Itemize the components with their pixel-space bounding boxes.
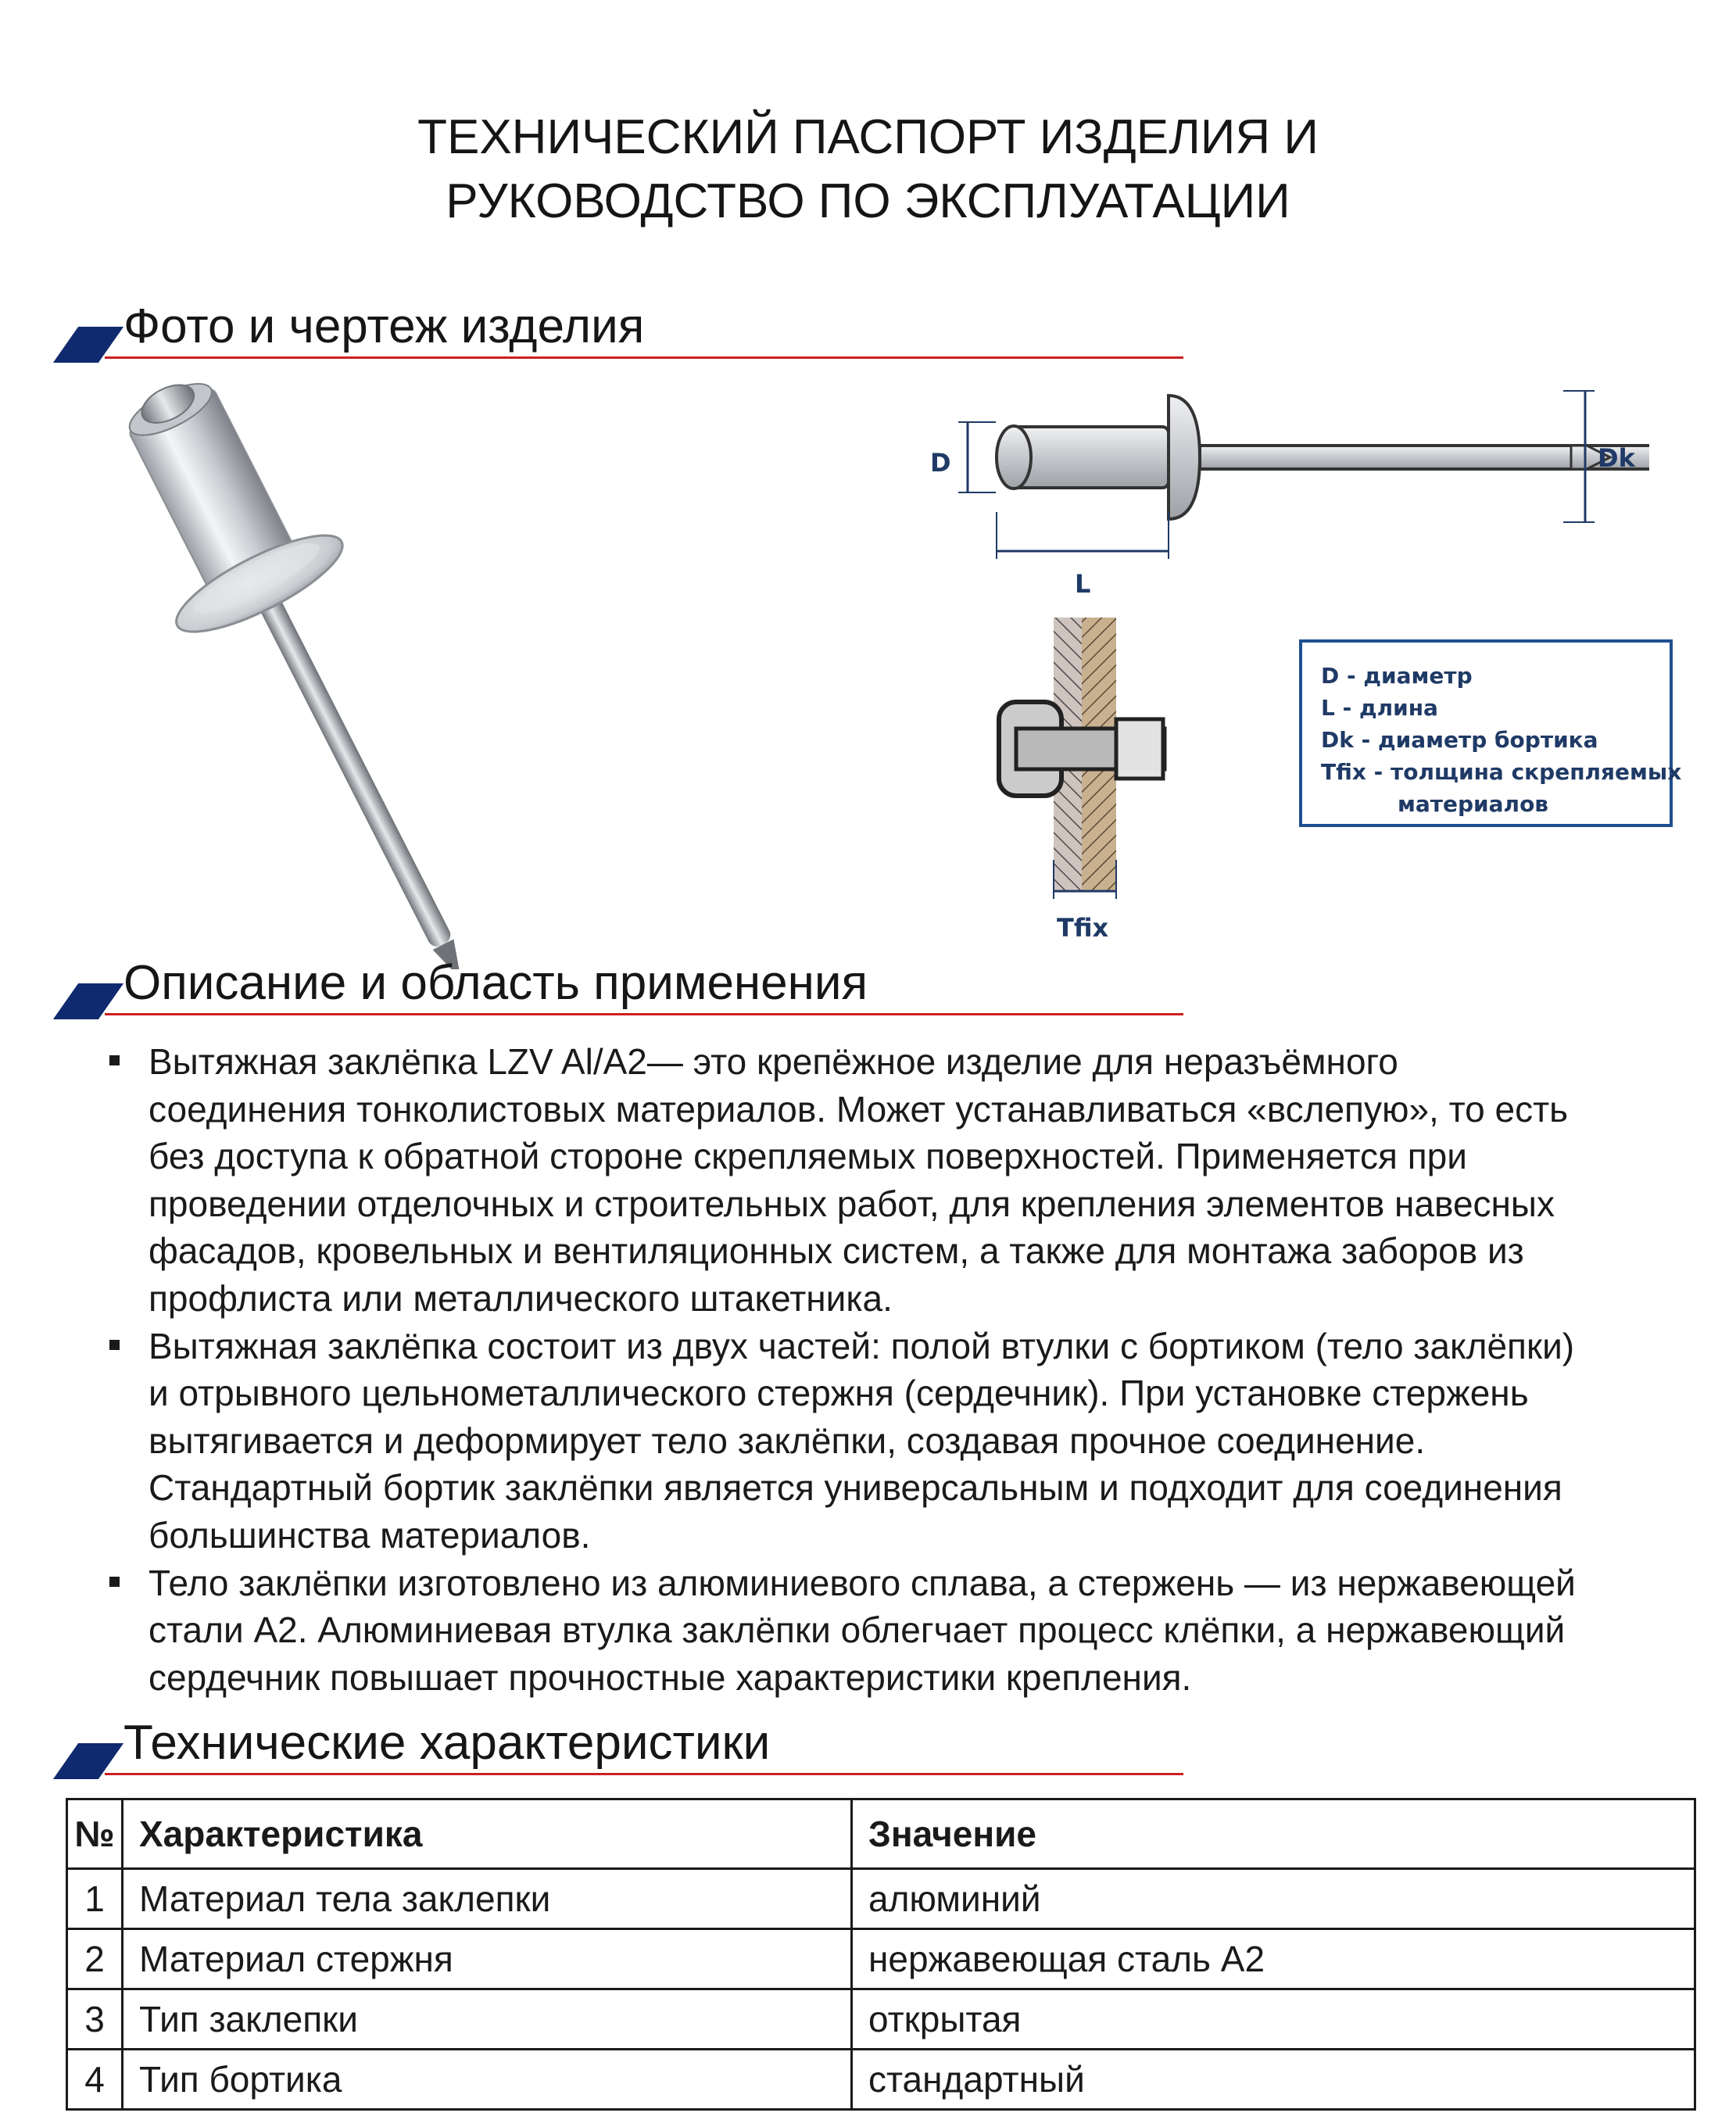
table-row	[67, 1989, 1695, 2050]
bullet-line: Вытяжная заклёпка состоит из двух частей: полой втулки с бортиком (тело заклёпки)	[149, 1325, 1575, 1366]
bullet-line: стали А2. Алюминиевая втулка заклёпки облегчает процесс клёпки, а нержавеющий	[149, 1610, 1566, 1651]
row-number: 3	[67, 1989, 123, 2050]
table-header-row	[67, 1799, 1695, 1869]
bullet-line: профлиста или металлического штакетника.	[149, 1277, 893, 1319]
column-header-number: №	[67, 1799, 123, 1869]
legend-line: Dk - диаметр бортика	[1321, 727, 1598, 753]
bullet-line: фасадов, кровельных и вентиляционных систем, а также для монтажа заборов из	[149, 1230, 1524, 1272]
row-value: алюминий	[852, 1869, 1695, 1929]
table-row	[67, 1929, 1695, 1989]
section-underline	[105, 1773, 1183, 1775]
description-bullet	[109, 1323, 1720, 1559]
rivet-dimension-drawing	[907, 375, 1649, 602]
description-bullets	[109, 1038, 1720, 1701]
row-value: нержавеющая сталь А2	[852, 1929, 1695, 1989]
legend-line: D - диаметр	[1321, 663, 1473, 689]
description-bullet	[109, 1038, 1720, 1323]
rivet-photo	[94, 375, 766, 969]
row-characteristic: Материал стержня	[123, 1929, 852, 1989]
rivet-cross-section-drawing	[985, 610, 1188, 954]
title-line-1: ТЕХНИЧЕСКИЙ ПАСПОРТ ИЗДЕЛИЯ И	[417, 110, 1319, 164]
bullet-line: большинства материалов.	[149, 1514, 591, 1556]
row-number: 1	[67, 1869, 123, 1929]
section-specs-header	[0, 1712, 1188, 1782]
section-underline	[105, 1013, 1183, 1015]
table-row	[67, 2050, 1695, 2110]
bullet-line: сердечник повышает прочностные характеристики крепления.	[149, 1656, 1192, 1698]
specs-table	[66, 1798, 1696, 2111]
legend-line: материалов	[1398, 791, 1549, 817]
column-header-value: Значение	[852, 1799, 1695, 1869]
title-line-2: РУКОВОДСТВО ПО ЭКСПЛУАТАЦИИ	[446, 174, 1290, 228]
section-photo-title: Фото и чертеж изделия	[123, 299, 645, 353]
table-row	[67, 1869, 1695, 1929]
section-photo-header	[0, 295, 1188, 366]
section-specs-title: Технические характеристики	[123, 1716, 771, 1770]
row-characteristic: Тип заклепки	[123, 1989, 852, 2050]
bullet-square-icon	[109, 1055, 120, 1065]
section-description-title: Описание и область применения	[123, 956, 868, 1010]
bullet-square-icon	[109, 1577, 120, 1587]
section-underline	[105, 356, 1183, 359]
bullet-line: Тело заклёпки изготовлено из алюминиевого сплава, а стержень — из нержавеющей	[149, 1562, 1576, 1603]
description-bullet	[109, 1559, 1720, 1702]
row-value: стандартный	[852, 2050, 1695, 2110]
bullet-line: и отрывного цельнометаллического стержня (сердечник). При установке стержень	[149, 1373, 1529, 1414]
bullet-line: проведении отделочных и строительных работ, для крепления элементов навесных	[149, 1183, 1555, 1224]
dimension-tfix-label: Tfix	[1057, 913, 1109, 943]
dimension-l-label: L	[1075, 569, 1091, 599]
row-number: 4	[67, 2050, 123, 2110]
bullet-line: вытягивается и деформирует тело заклёпки, создавая прочное соединение.	[149, 1420, 1426, 1461]
legend-line: Tfix - толщина скрепляемых	[1321, 759, 1682, 785]
row-characteristic: Тип бортика	[123, 2050, 852, 2110]
bullet-square-icon	[109, 1340, 120, 1350]
dimension-dk-label: Dk	[1598, 443, 1635, 473]
dimension-legend	[1299, 639, 1682, 827]
row-value: открытая	[852, 1989, 1695, 2050]
row-number: 2	[67, 1929, 123, 1989]
bullet-line: без доступа к обратной стороне скрепляемых поверхностей. Применяется при	[149, 1136, 1467, 1177]
column-header-characteristic: Характеристика	[123, 1799, 852, 1869]
row-characteristic: Материал тела заклепки	[123, 1869, 852, 1929]
section-description-header	[0, 952, 1188, 1022]
bullet-line: Стандартный бортик заклёпки является универсальным и подходит для соединения	[149, 1467, 1562, 1509]
document-title	[0, 106, 1736, 234]
dimension-d-label: D	[930, 448, 951, 478]
bullet-line: соединения тонколистовых материалов. Может устанавливаться «вслепую», то есть	[149, 1088, 1569, 1130]
legend-line: L - длина	[1321, 695, 1438, 721]
bullet-line: Вытяжная заклёпка LZV Al/A2— это крепёжное изделие для неразъёмного	[149, 1041, 1398, 1082]
